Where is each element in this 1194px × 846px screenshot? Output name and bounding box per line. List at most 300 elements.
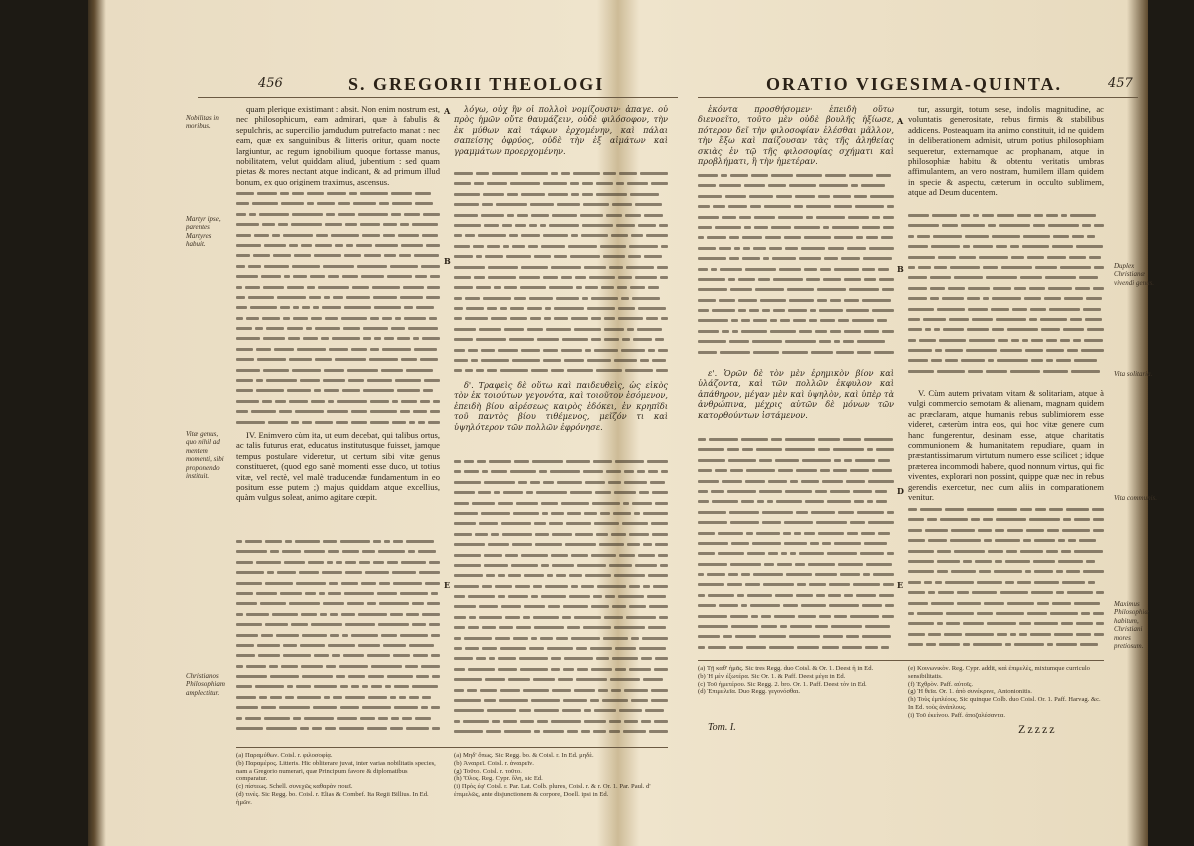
word-mark [561,276,572,279]
word-mark [394,706,418,709]
word-mark [278,223,288,226]
word-mark [367,379,392,382]
word-mark [593,595,602,598]
word-mark [582,182,593,185]
section-letter-b: B [444,256,451,266]
word-mark [1076,245,1103,248]
word-mark [512,245,525,248]
word-mark [853,490,872,493]
word-mark [424,379,440,382]
word-mark [370,421,389,424]
text-line [908,241,1104,251]
word-mark [946,612,974,615]
word-mark [392,421,406,424]
word-mark [781,552,787,555]
word-mark [476,369,484,372]
word-mark [392,571,416,574]
word-mark [561,502,589,505]
word-mark [284,275,290,278]
text-line [698,631,894,641]
word-mark [335,244,343,247]
footnote: (c) Τοῦ ἡμετέρου. Sic Regg. 2. bro. Or. 1. Paff. Deest τὸν in Ed. [698,680,867,688]
word-mark [996,318,1026,321]
section-letter-a-right: A [897,116,904,126]
word-mark [314,685,337,688]
word-mark [1007,328,1038,331]
word-mark [591,338,601,341]
word-mark [431,654,440,657]
word-mark [707,573,725,576]
word-mark [833,448,864,451]
word-mark [1046,214,1058,217]
word-mark [317,202,335,205]
word-mark [790,625,812,628]
word-mark [594,522,619,525]
word-mark [291,623,308,626]
word-mark [255,685,284,688]
word-mark [519,276,540,279]
word-mark [935,581,942,584]
word-mark [1027,612,1047,615]
word-mark [876,500,887,503]
text-line [698,232,894,242]
word-mark [698,500,709,503]
word-mark [796,511,808,514]
word-mark [614,574,645,577]
text-line [454,612,668,622]
word-mark [815,573,837,576]
word-mark [908,518,924,521]
word-mark [698,268,708,271]
word-mark [367,654,390,657]
word-mark [543,359,561,362]
word-mark [698,615,727,618]
word-mark [925,529,948,532]
word-mark [348,379,364,382]
word-mark [722,216,736,219]
word-mark [367,727,387,730]
word-mark [236,675,267,678]
word-mark [616,224,635,227]
word-mark [1020,276,1042,279]
word-mark [582,224,613,227]
word-mark [624,470,634,473]
word-mark [653,585,668,588]
word-mark [454,512,478,515]
word-mark [341,613,355,616]
word-mark [759,635,786,638]
word-mark [698,604,716,607]
word-mark [627,543,640,546]
text-line [698,201,894,211]
word-mark [1022,245,1049,248]
word-mark [698,552,715,555]
text-line [454,313,668,323]
word-mark [404,306,413,309]
word-mark [246,317,259,320]
word-mark [1094,224,1104,227]
text-line [236,250,440,260]
word-mark [698,594,705,597]
word-mark [652,359,666,362]
word-mark [1063,328,1084,331]
word-mark [621,297,629,300]
word-mark [534,255,551,258]
text-line [908,210,1104,220]
word-mark [422,337,440,340]
word-mark [398,234,419,237]
word-mark [741,604,747,607]
word-mark [543,276,558,279]
word-mark [789,635,820,638]
word-mark [872,469,892,472]
word-mark [505,616,520,619]
word-mark [887,205,894,208]
word-mark [454,255,473,258]
word-mark [344,254,361,257]
word-mark [478,234,506,237]
word-mark [908,539,925,542]
word-mark [528,245,538,248]
word-mark [345,561,356,564]
word-mark [399,696,406,699]
footnote: (b) Ἀναιρεῖ. Coisl. r. ἀναιρεῖν. [454,759,534,767]
word-mark [262,400,272,403]
text-line [698,611,894,621]
word-mark [465,297,480,300]
word-mark [418,421,425,424]
word-mark [262,317,280,320]
word-mark [519,709,531,712]
word-mark [296,582,326,585]
word-mark [515,224,526,227]
text-line [698,326,894,336]
word-mark [790,480,798,483]
word-mark [248,296,274,299]
word-mark [315,327,340,330]
word-mark [406,540,434,543]
word-mark [571,585,578,588]
word-mark [866,236,878,239]
word-mark [644,214,663,217]
word-mark [847,247,866,250]
word-mark [485,255,503,258]
word-mark [908,256,935,259]
word-mark [1094,633,1104,636]
word-mark [804,268,817,271]
word-mark [340,685,348,688]
word-mark [624,481,647,484]
word-mark [908,529,922,532]
text-line [454,622,668,632]
word-mark [454,214,478,217]
word-mark [569,574,582,577]
word-mark [307,202,314,205]
word-mark [731,542,749,545]
word-mark [1069,256,1086,259]
word-mark [596,369,622,372]
word-mark [529,224,537,227]
word-mark [575,533,593,536]
word-mark [364,254,381,257]
word-mark [774,615,795,618]
word-mark [422,696,431,699]
word-mark [519,657,548,660]
word-mark [944,633,962,636]
word-mark [730,469,743,472]
word-mark [506,255,531,258]
word-mark [236,410,248,413]
word-mark [698,635,720,638]
word-mark [608,481,621,484]
word-mark [738,299,757,302]
word-mark [260,602,286,605]
word-mark [516,502,538,505]
word-mark [934,266,947,269]
text-line [698,336,894,346]
word-mark [293,275,307,278]
word-mark [820,319,835,322]
word-mark [581,585,594,588]
word-mark [277,571,296,574]
word-mark [957,602,981,605]
word-mark [510,317,527,320]
word-mark [310,275,325,278]
text-line [236,567,440,577]
word-mark [928,591,935,594]
word-mark [583,626,611,629]
word-mark [342,275,358,278]
word-mark [322,306,341,309]
text-line [698,212,894,222]
margin-note-martyr: Martyr ipse, parentes Martyres habuit. [186,215,221,249]
word-mark [563,605,588,608]
word-mark [432,727,440,730]
word-mark [729,257,739,260]
word-mark [828,594,841,597]
word-mark [563,668,574,671]
word-mark [554,317,568,320]
word-mark [650,481,665,484]
word-mark [265,540,282,543]
word-mark [711,490,724,493]
word-mark [769,646,794,649]
word-mark [741,438,768,441]
word-mark [1044,297,1061,300]
word-mark [532,460,563,463]
word-mark [1048,224,1079,227]
right-page [698,0,1158,846]
word-mark [1048,287,1072,290]
word-mark [647,595,666,598]
word-mark [294,254,311,257]
word-mark [1029,518,1060,521]
text-line [698,170,894,180]
word-mark [1081,349,1104,352]
footnote: (d) Ἐπιμελεῖα. Duo Regg. γεγονόσθαι. [698,688,801,696]
word-mark [1056,591,1064,594]
word-mark [983,518,993,521]
word-mark [584,709,591,712]
word-mark [476,255,482,258]
word-mark [806,216,813,219]
word-mark [593,730,606,733]
word-mark [371,685,382,688]
word-mark [951,529,975,532]
word-mark [817,299,827,302]
word-mark [908,224,939,227]
word-mark [429,623,440,626]
text-line [236,713,440,723]
text-line [454,324,668,334]
word-mark [1029,318,1037,321]
word-mark [370,400,389,403]
word-mark [720,351,750,354]
word-mark [793,319,806,322]
word-mark [472,502,495,505]
left-page [188,0,688,846]
word-mark [938,591,954,594]
text-line [236,406,440,416]
footnote: (g) Τοῦτο. Coisl. r. τοῦτο. [454,767,522,775]
word-mark [488,276,516,279]
word-mark [759,490,782,493]
word-mark [369,358,398,361]
greek-paragraph-3: ἑκόντα προσθήσομεν· ἐπειδὴ οὕτω διενοεῖτο, τοῦτο μὲν οὐδὲ βουλῆς ἠξίωσε, πότερον δεῖ τὴν φιλοσοφίαν ἑλέσθαι μᾶλλον, τὴν ἔξω καὶ παίζουσαν τὰς τῆς ἀληθείας σκιὰς ἐν τῷ τῆς φιλοσοφίας σχήματι καὶ προβλήματι, ἢ τὴν ἡμετέραν. [698,104,894,167]
word-mark [384,254,396,257]
text-line [908,220,1104,230]
word-mark [1049,508,1063,511]
word-mark [378,623,409,626]
word-mark [808,563,835,566]
word-mark [384,337,394,340]
word-mark [997,214,1014,217]
word-mark [486,574,495,577]
word-mark [283,234,313,237]
word-mark [454,595,465,598]
word-mark [499,699,528,702]
footnote: (b) Ἡ μὲν ἐξωτέρα. Sic Or. 1. & Paff. Deest μέγα in Ed. [698,672,846,680]
word-mark [454,266,485,269]
word-mark [1005,581,1014,584]
word-mark [738,309,746,312]
word-mark [302,634,327,637]
word-mark [561,349,582,352]
word-mark [727,490,756,493]
word-mark [498,668,517,671]
word-mark [1006,550,1017,553]
word-mark [698,438,706,441]
word-mark [931,602,954,605]
word-mark [746,646,766,649]
word-mark [266,379,297,382]
margin-note-christianos: Christianos Philosophiam amplectitur. [186,672,225,697]
text-line [236,344,440,354]
word-mark [869,247,894,250]
word-mark [640,172,668,175]
word-mark [992,297,1021,300]
word-mark [651,522,668,525]
word-mark [743,247,750,250]
word-mark [576,678,607,681]
word-mark [801,247,825,250]
word-mark [610,678,640,681]
word-mark [287,389,311,392]
word-mark [960,214,970,217]
text-line [698,590,894,600]
word-mark [476,338,506,341]
word-mark [977,581,1002,584]
word-mark [491,533,499,536]
word-mark [570,182,579,185]
text-line [236,385,440,395]
word-mark [236,223,259,226]
latin-paragraph-1: quam plerique existimant : absit. Non enim nostrum est, nec philosophicum, eam admirari, quæ à fabulis & sepulchris, ac supercilio jamdudum putrefacto manat : nec eam, quæ ex sanguinibus & litteris oritur, quam nocte largiuntur, ac regum ignobilium quoque fortasse manus, nobilitatem, velut quiddam aliud, jubentium : sed quam pietas & mores nectant atque indicant, & ad primum illud bonum, ex quo originem traximus, ascensus. [236,104,440,186]
word-mark [642,637,668,640]
word-mark [489,657,495,660]
word-mark [801,480,819,483]
text-line [454,529,668,539]
word-mark [418,550,436,553]
word-mark [301,665,323,668]
word-mark [764,205,791,208]
word-mark [591,605,609,608]
word-mark [780,625,787,628]
word-mark [1056,359,1071,362]
word-mark [728,278,735,281]
word-mark [712,309,735,312]
word-mark [908,287,927,290]
word-mark [729,236,739,239]
word-mark [799,257,821,260]
word-mark [501,605,521,608]
word-mark [597,585,626,588]
word-mark [773,278,803,281]
word-mark [1063,518,1071,521]
footnote: (c) πίστεως. Schell. συνεχῶς καθαρὰν ποιεῖ. [236,783,353,791]
footnote: (e) Κοινωνικὸν. Reg. Cypr. addit, καὶ ἐπιμελὲς, mixtumque curriculo sensibilitatis. [908,665,1090,680]
text-line [908,504,1104,514]
word-mark [574,616,601,619]
text-line [908,252,1104,262]
word-mark [660,564,668,567]
word-mark [632,297,660,300]
word-mark [776,195,792,198]
word-mark [1035,266,1057,269]
word-mark [481,214,504,217]
word-mark [934,328,940,331]
word-mark [1079,276,1098,279]
word-mark [481,349,495,352]
word-mark [1062,581,1085,584]
word-mark [995,560,1002,563]
word-mark [777,563,792,566]
word-mark [262,223,275,226]
word-mark [596,533,608,536]
word-mark [648,349,655,352]
word-mark [284,561,305,564]
word-mark [413,654,428,657]
word-mark [923,318,946,321]
word-mark [454,605,476,608]
word-mark [646,317,658,320]
word-mark [385,685,391,688]
latin-paragraph-2: IV. Enimvero cùm ita, ut eum decebat, qui talibus ortus, ac talis futurus erat, educatus institutusque fuisset, jamque tempus postulare videretur, ut certum sibi vitæ genus constitueret, (quod ego sanè momenti esse duco, ut totius vitæ, vel rectè, vel malè traducendæ fundamentum in eo positum esse putem ;) majus quiddam atque excellius, quàm vulgus soleat, animo agitare cœpit. [236,430,440,503]
word-mark [809,319,817,322]
word-mark [655,502,668,505]
word-mark [512,543,532,546]
word-mark [491,470,507,473]
